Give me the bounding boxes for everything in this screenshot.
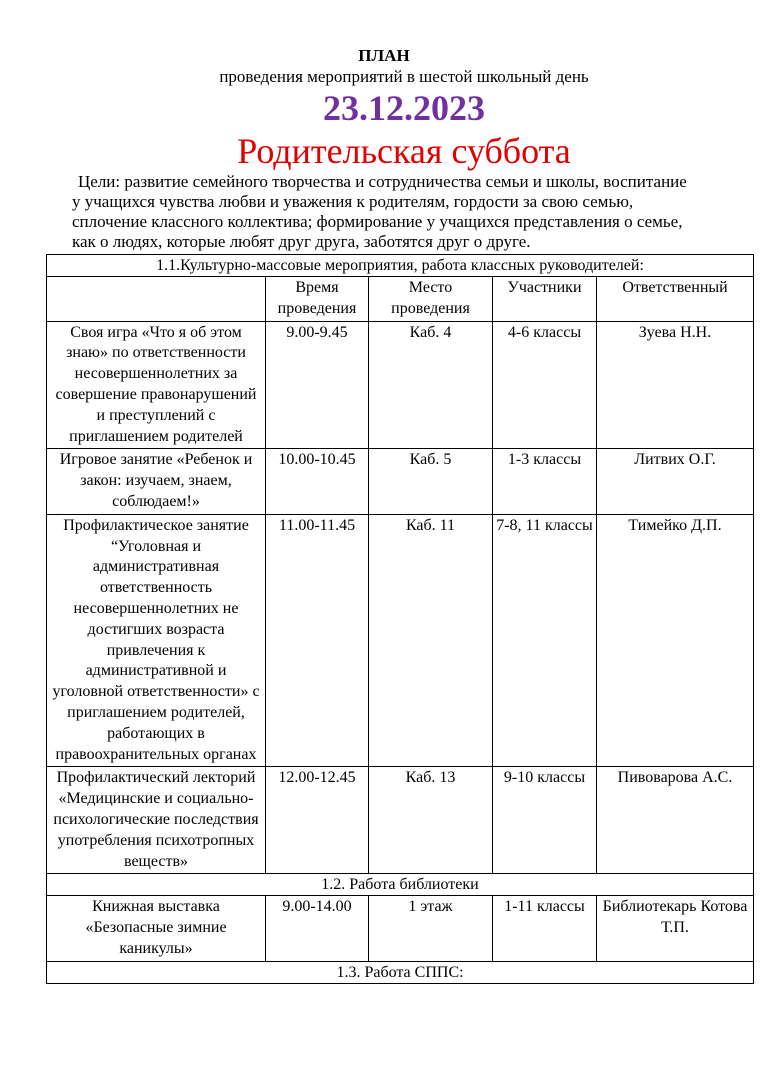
- place-cell: Каб. 11: [369, 514, 493, 767]
- time-cell: 12.00-12.45: [266, 767, 369, 874]
- event-cell: Профилактическое занятие “Уголовная и административная ответственность несовершеннолетних не достигших возраста привлечения к административной и уголовной ответственности» с приглашением родителей, работающих в правоохранительных органах: [47, 514, 266, 767]
- time-cell: 9.00-9.45: [266, 321, 369, 449]
- section-row: [47, 874, 754, 896]
- header-cell-event: [47, 277, 266, 322]
- responsible-cell: Библиотекарь Котова Т.П.: [597, 896, 754, 961]
- event-cell: Книжная выставка «Безопасные зимние каникулы»: [47, 896, 266, 961]
- place-cell: Каб. 13: [369, 767, 493, 874]
- plan-table: [46, 254, 754, 984]
- place-cell: 1 этаж: [369, 896, 493, 961]
- time-cell: 9.00-14.00: [266, 896, 369, 961]
- section-title-1-2: 1.2. Работа библиотеки: [47, 874, 754, 896]
- event-cell: Профилактический лекторий «Медицинские и социально-психологические последствия употребления психотропных веществ»: [47, 767, 266, 874]
- section-row: [47, 255, 754, 277]
- participants-cell: 1-11 классы: [493, 896, 597, 961]
- time-cell: 11.00-11.45: [266, 514, 369, 767]
- header-cell-responsible: Ответственный: [597, 277, 754, 322]
- responsible-cell: Тимейко Д.П.: [597, 514, 754, 767]
- table-row: [47, 321, 754, 449]
- table-row: [47, 449, 754, 514]
- time-cell: 10.00-10.45: [266, 449, 369, 514]
- plan-event-title: Родительская суббота: [237, 131, 571, 171]
- goals-line: сплочение классного коллектива; формирование у учащихся представления о семье,: [72, 212, 683, 231]
- plan-subtitle: проведения мероприятий в шестой школьный день: [219, 67, 589, 86]
- header-cell-participants: Участники: [493, 277, 597, 322]
- header-row: [47, 277, 754, 322]
- plan-title: ПЛАН: [358, 46, 410, 65]
- section-title-1-3: 1.3. Работа СППС:: [47, 961, 754, 983]
- participants-cell: 7-8, 11 классы: [493, 514, 597, 767]
- responsible-cell: Зуева Н.Н.: [597, 321, 754, 449]
- goals-line: Цели: развитие семейного творчества и сотрудничества семьи и школы, воспитание: [78, 172, 687, 191]
- participants-cell: 9-10 классы: [493, 767, 597, 874]
- event-cell: Игровое занятие «Ребенок и закон: изучаем, знаем, соблюдаем!»: [47, 449, 266, 514]
- goals-line: как о людях, которые любят друг друга, заботятся друг о друге.: [72, 232, 531, 251]
- responsible-cell: Литвих О.Г.: [597, 449, 754, 514]
- responsible-cell: Пивоварова А.С.: [597, 767, 754, 874]
- event-cell: Своя игра «Что я об этом знаю» по ответственности несовершеннолетних за совершение правонарушений и преступлений с приглашением родителей: [47, 321, 266, 449]
- plan-date: 23.12.2023: [323, 88, 485, 128]
- place-cell: Каб. 5: [369, 449, 493, 514]
- table-row: [47, 767, 754, 874]
- header-cell-place: Место проведения: [369, 277, 493, 322]
- section-title-1-1: 1.1.Культурно-массовые мероприятия, работа классных руководителей:: [47, 255, 754, 277]
- table-row: [47, 896, 754, 961]
- goals-paragraph: [72, 172, 742, 252]
- table-row: [47, 514, 754, 767]
- header-cell-time: Время проведения: [266, 277, 369, 322]
- section-row: [47, 961, 754, 983]
- participants-cell: 1-3 классы: [493, 449, 597, 514]
- participants-cell: 4-6 классы: [493, 321, 597, 449]
- goals-line: у учащихся чувства любви и уважения к родителям, гордости за свою семью,: [72, 192, 634, 211]
- place-cell: Каб. 4: [369, 321, 493, 449]
